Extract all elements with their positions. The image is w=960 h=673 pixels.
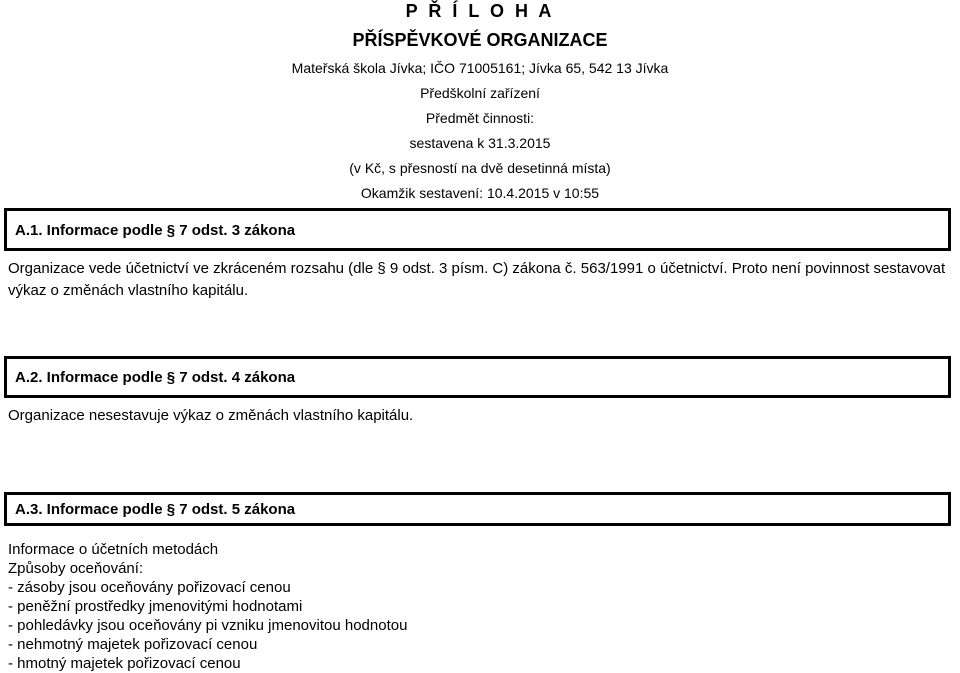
- subject-line: Předmět činnosti:: [425, 110, 535, 126]
- organization-line: Mateřská škola Jívka; IČO 71005161; Jívka 65, 542 13 Jívka: [291, 60, 669, 76]
- units-line: (v Kč, s přesností na dvě desetinná místa): [349, 160, 611, 176]
- timestamp-line: Okamžik sestavení: 10.4.2015 v 10:55: [360, 185, 600, 201]
- organization-type: PŘÍSPĚVKOVÉ ORGANIZACE: [352, 30, 608, 50]
- compiled-line: sestavena k 31.3.2015: [409, 135, 551, 151]
- section-a2-box: [4, 356, 951, 398]
- section-a1-label: A.1. Informace podle § 7 odst. 3 zákona: [15, 222, 296, 239]
- section-a3-box: [4, 492, 951, 526]
- list-item: - nehmotný majetek pořizovací cenou: [8, 636, 258, 653]
- category-line: Předškolní zařízení: [420, 85, 540, 101]
- section-a1-box: [4, 208, 951, 251]
- list-item: - hmotný majetek pořizovací cenou: [8, 655, 241, 672]
- section-a2-text: Organizace nesestavuje výkaz o změnách vlastního kapitálu.: [8, 407, 414, 424]
- list-item: Informace o účetních metodách: [8, 541, 219, 558]
- document-title: P Ř Í L O H A: [405, 1, 555, 21]
- list-item: Způsoby oceňování:: [8, 560, 144, 577]
- list-item: - zásoby jsou oceňovány pořizovací cenou: [8, 579, 291, 596]
- section-a2-label: A.2. Informace podle § 7 odst. 4 zákona: [15, 369, 296, 386]
- section-a1-text: Organizace vede účetnictví ve zkráceném rozsahu (dle § 9 odst. 3 písm. C) zákona č. 563/1991 o účetnictví. Proto není povinnost sestavovat výkaz o změnách vlastního kapitálu.: [8, 260, 946, 299]
- accounting-methods-list: [8, 540, 948, 673]
- list-item: - peněžní prostředky jmenovitými hodnotami: [8, 598, 303, 615]
- list-item: - pohledávky jsou oceňovány pi vzniku jmenovitou hodnotou: [8, 617, 408, 634]
- section-a3-label: A.3. Informace podle § 7 odst. 5 zákona: [15, 501, 296, 518]
